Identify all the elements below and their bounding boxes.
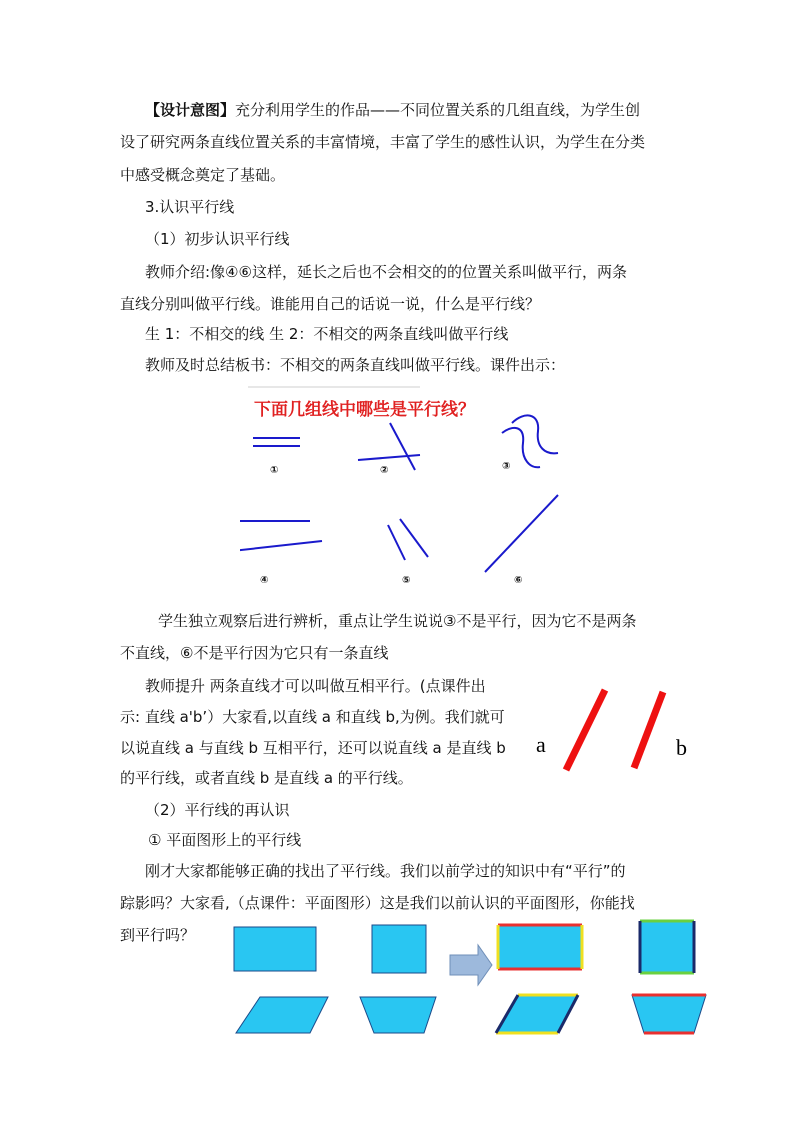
teacher-raise-line3: 以说直线 a 与直线 b 互相平行，还可以说直线 a 是直线 b	[120, 739, 506, 757]
line-a	[566, 690, 605, 770]
teacher-intro-line2: 直线分别叫做平行线。谁能用自己的话说一说，什么是平行线？	[120, 295, 541, 313]
line-group-2	[358, 423, 420, 470]
design-intent-line1	[145, 100, 640, 120]
label-b: b	[676, 735, 687, 760]
plane-para-line3: 到平行吗？	[120, 926, 196, 944]
teacher-raise-line2: 示: 直线 a'b’）大家看,以直线 a 和直线 b,为例。我们就可	[120, 708, 505, 726]
rectangle-shape	[234, 927, 316, 971]
trapezoid-highlighted	[632, 995, 706, 1033]
label-6: ⑥	[514, 575, 523, 586]
label-5: ⑤	[402, 575, 411, 586]
parallel-lines-slide	[240, 385, 580, 595]
teacher-summary: 教师及时总结板书：不相交的两条直线叫做平行线。课件出示：	[145, 356, 566, 374]
line-group-3	[502, 415, 558, 467]
label-1: ①	[270, 465, 279, 476]
design-intent-text: 充分利用学生的作品——不同位置关系的几组直线，为学生创	[235, 101, 641, 119]
trapezoid-shape	[360, 997, 436, 1033]
line-group-4	[240, 521, 322, 551]
students-answers: 生 1：不相交的线 生 2：不相交的两条直线叫做平行线	[145, 325, 509, 343]
line-group-1	[253, 438, 300, 446]
label-4: ④	[260, 575, 269, 586]
slide-title: 下面几组线中哪些是平行线？	[254, 400, 475, 420]
teacher-raise-line4: 的平行线，或者直线 b 是直线 a 的平行线。	[120, 769, 413, 787]
plane-para-line1: 刚才大家都能够正确的找出了平行线。我们以前学过的知识中有“平行”的	[145, 862, 626, 880]
label-3: ③	[502, 461, 511, 472]
observe-line1: 学生独立观察后进行辨析，重点让学生说说③不是平行，因为它不是两条	[158, 612, 637, 630]
design-intent-tag: 【设计意图】	[145, 101, 236, 119]
line-group-5	[388, 519, 428, 560]
plane-para-line2: 踪影吗？大家看,（点课件：平面图形）这是我们以前认识的平面图形，你能找	[120, 894, 635, 912]
label-a: a	[536, 732, 546, 757]
design-intent-line2: 设了研究两条直线位置关系的丰富情境，丰富了学生的感性认识，为学生在分类	[120, 133, 646, 151]
rectangle-highlighted	[498, 925, 582, 969]
parallelogram-shape	[236, 997, 328, 1033]
plane-shapes-figure	[228, 915, 728, 1045]
parallel-ab-figure	[528, 680, 698, 780]
label-2: ②	[380, 465, 389, 476]
line-group-6	[485, 495, 558, 572]
teacher-intro-line1: 教师介绍:像④⑥这样，延长之后也不会相交的的位置关系叫做平行，两条	[145, 263, 627, 281]
heading-3-2: （2）平行线的再认识	[145, 801, 290, 819]
square-highlighted	[640, 921, 694, 973]
teacher-raise-line1: 教师提升 两条直线才可以叫做互相平行。(点课件出	[145, 677, 486, 695]
heading-3: 3.认识平行线	[145, 198, 235, 216]
observe-line2: 不直线，⑥不是平行因为它只有一条直线	[120, 644, 389, 662]
square-shape	[372, 925, 426, 973]
heading-3-1: （1）初步认识平行线	[145, 230, 290, 248]
parallelogram-highlighted	[496, 995, 578, 1033]
design-intent-line3: 中感受概念奠定了基础。	[120, 166, 286, 184]
line-b	[634, 692, 663, 768]
right-arrow-icon	[450, 945, 492, 985]
heading-plane-figures: ① 平面图形上的平行线	[148, 831, 302, 849]
